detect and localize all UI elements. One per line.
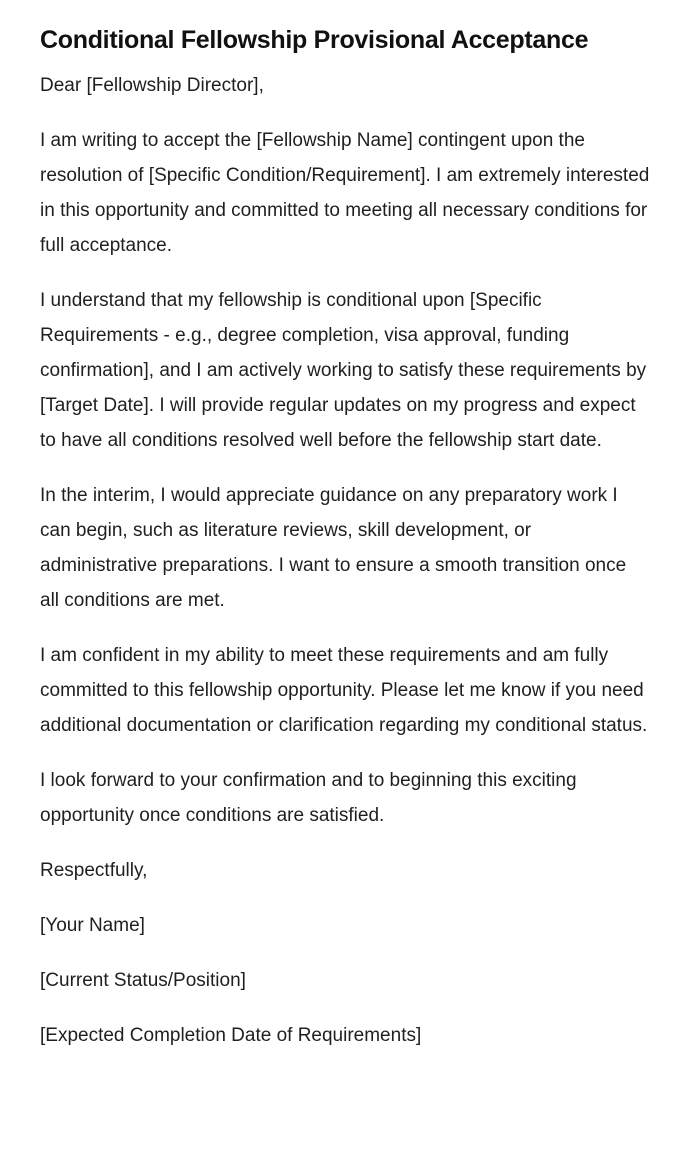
- paragraph-conditions: I understand that my fellowship is conditional upon [Specific Requirements - e.g., degree completion, visa approval, funding confirmation], and I am actively working to satisfy these requirements by [Target Date]. I will provide regular updates on my progress and expect to have all conditions resolved well before the fellowship start date.: [40, 290, 647, 451]
- paragraph-closing-remarks: I look forward to your confirmation and to beginning this exciting opportunity once conditions are satisfied.: [40, 770, 577, 826]
- paragraph-acceptance: I am writing to accept the [Fellowship Name] contingent upon the resolution of [Specific Condition/Requirement]. I am extremely interested in this opportunity and committed to meeting all necessary conditions for full acceptance.: [40, 130, 650, 256]
- signature-name: [Your Name]: [40, 915, 145, 936]
- paragraph-preparation: In the interim, I would appreciate guidance on any preparatory work I can begin, such as literature reviews, skill development, or administrative preparations. I want to ensure a smooth transition once all conditions are met.: [40, 485, 627, 611]
- letter-document: [40, 24, 650, 1053]
- letter-title: Conditional Fellowship Provisional Acceptance: [40, 26, 589, 54]
- letter-greeting: Dear [Fellowship Director],: [40, 75, 264, 96]
- signature-completion-date: [Expected Completion Date of Requirements]: [40, 1025, 422, 1046]
- letter-closing: Respectfully,: [40, 860, 148, 881]
- paragraph-commitment: I am confident in my ability to meet these requirements and am fully committed to this fellowship opportunity. Please let me know if you need additional documentation or clarification regarding my conditional status.: [40, 645, 648, 736]
- signature-status: [Current Status/Position]: [40, 970, 246, 991]
